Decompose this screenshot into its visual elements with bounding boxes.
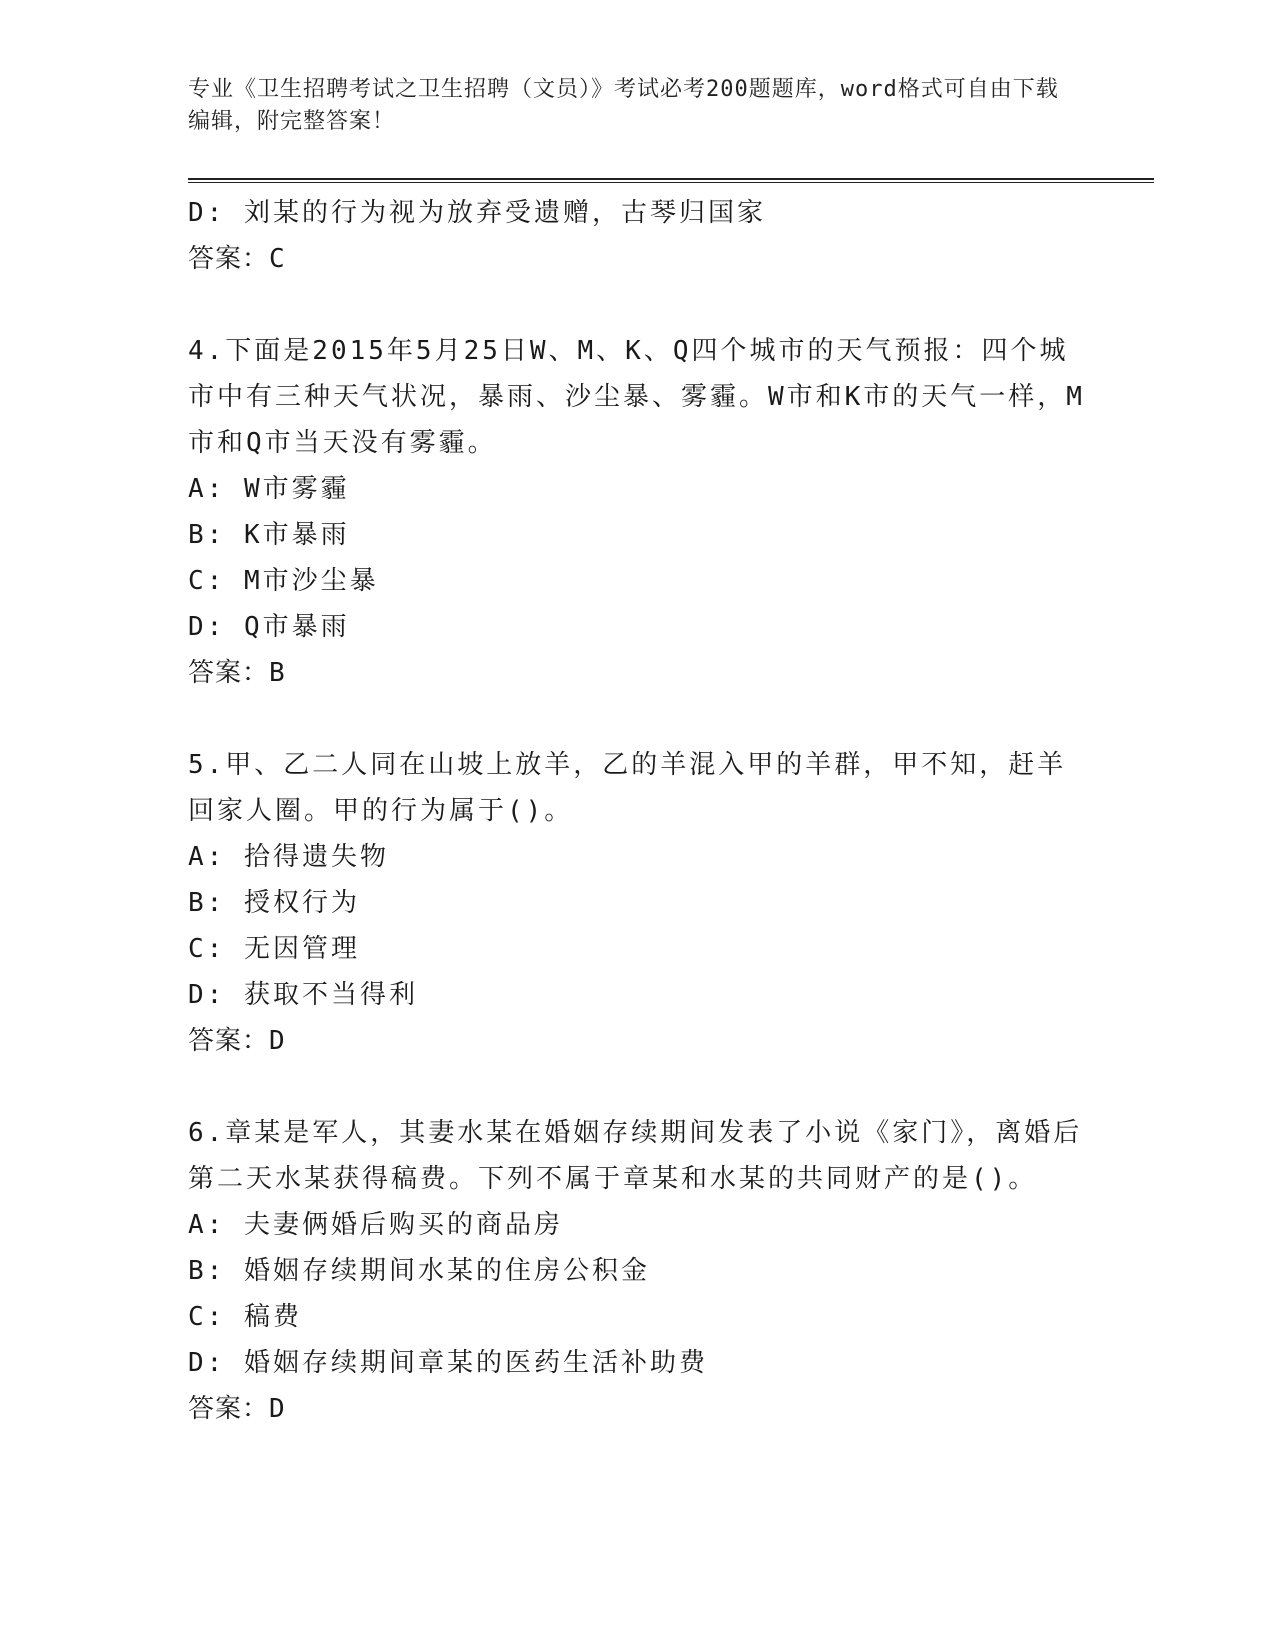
question-5 <box>188 742 1088 1064</box>
question-content <box>188 190 1088 1432</box>
option-c: C: 无因管理 <box>188 934 360 964</box>
option-c: C: M市沙尘暴 <box>188 566 379 596</box>
spacer <box>188 696 1088 742</box>
answer: 答案：D <box>188 1394 286 1424</box>
prev-option-d: D: 刘某的行为视为放弃受遗赠，古琴归国家 <box>188 198 766 228</box>
answer: 答案：B <box>188 658 286 688</box>
question-stem: 5.甲、乙二人同在山坡上放羊，乙的羊混入甲的羊群，甲不知，赶羊回家人圈。甲的行为属于()。 <box>188 750 1067 826</box>
spacer <box>188 1064 1088 1110</box>
option-d: D: 获取不当得利 <box>188 980 418 1010</box>
question-stem: 6.章某是军人，其妻水某在婚姻存续期间发表了小说《家门》，离婚后第二天水某获得稿费。下列不属于章某和水某的共同财产的是()。 <box>188 1118 1083 1194</box>
option-d: D: Q市暴雨 <box>188 612 350 642</box>
question-6 <box>188 1110 1088 1432</box>
question-4 <box>188 328 1088 696</box>
option-a: A: W市雾霾 <box>188 474 350 504</box>
header-note: 专业《卫生招聘考试之卫生招聘（文员）》考试必考200题题库，word格式可自由下载编辑，附完整答案！ <box>188 77 1059 134</box>
answer: 答案：D <box>188 1026 286 1056</box>
option-a: A: 夫妻俩婚后购买的商品房 <box>188 1210 563 1240</box>
prev-answer: 答案：C <box>188 244 286 274</box>
option-a: A: 拾得遗失物 <box>188 842 389 872</box>
option-b: B: K市暴雨 <box>188 520 350 550</box>
option-b: B: 授权行为 <box>188 888 360 918</box>
spacer <box>188 282 1088 328</box>
header-divider <box>188 178 1154 183</box>
option-d: D: 婚姻存续期间章某的医药生活补助费 <box>188 1348 708 1378</box>
option-c: C: 稿费 <box>188 1302 302 1332</box>
question-stem: 4.下面是2015年5月25日W、M、K、Q四个城市的天气预报：四个城市中有三种天气状况，暴雨、沙尘暴、雾霾。W市和K市的天气一样，M市和Q市当天没有雾霾。 <box>188 336 1085 458</box>
option-b: B: 婚姻存续期间水某的住房公积金 <box>188 1256 650 1286</box>
